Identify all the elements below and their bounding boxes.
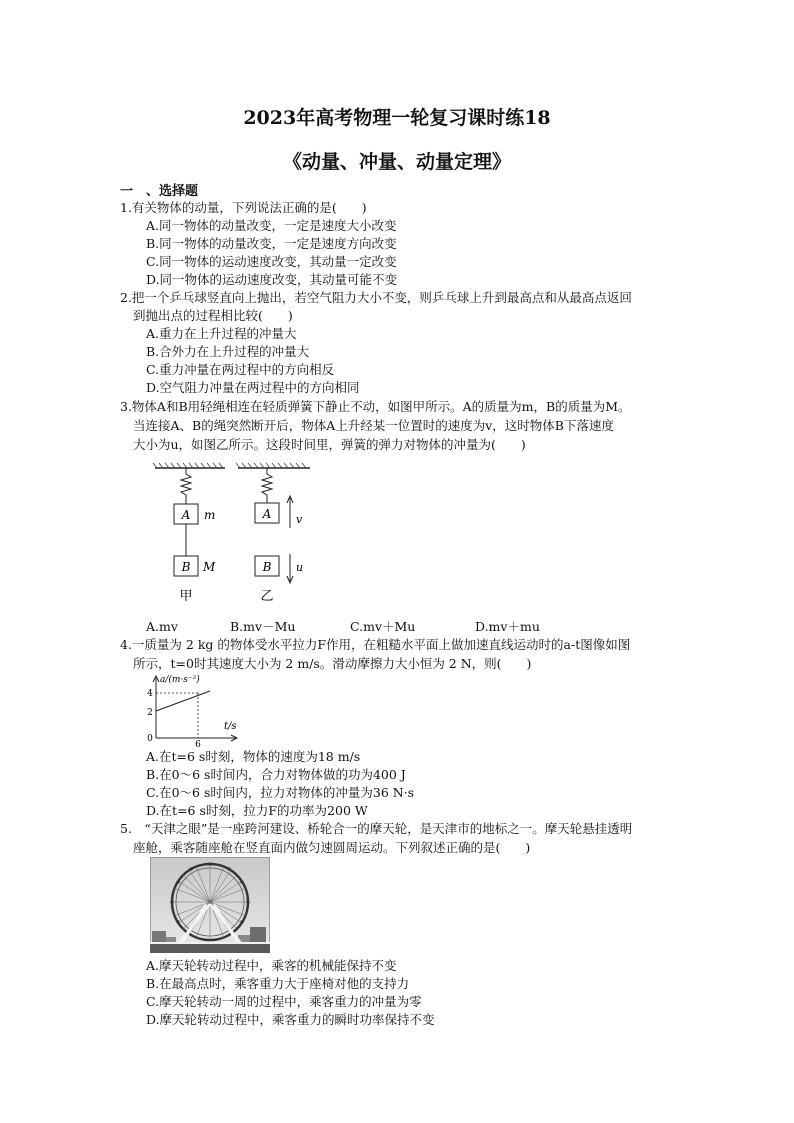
a-t-graph [140, 672, 250, 748]
q1-option-a: A.同一物体的动量改变，一定是速度大小改变 [146, 218, 397, 233]
velocity-v-label: v [296, 513, 303, 526]
q5-option-d: D.摩天轮转动过程中，乘客重力的瞬时功率保持不变 [146, 1012, 435, 1027]
q2-option-b: B.合外力在上升过程的冲量大 [146, 344, 310, 359]
q2-option-a: A.重力在上升过程的冲量大 [146, 326, 297, 341]
block-b-label: B [181, 560, 191, 574]
spring-right [262, 468, 272, 504]
y-tick-2: 2 [147, 708, 153, 718]
mass-big-m-label: M [203, 560, 216, 574]
section-heading: 一 、选择题 [120, 184, 199, 199]
q3-option-b: B.mv－Mu [230, 619, 296, 634]
q3-stem-line1: 3.物体A和B用轻绳相连在轻质弹簧下静止不动，如图甲所示。A的质量为m，B的质量为M。 [120, 399, 631, 414]
q4-stem-line1: 4.一质量为 2 kg 的物体受水平拉力F作用，在粗糙水平面上做加速直线运动时的a-t图像如图 [120, 637, 631, 652]
q1-option-d: D.同一物体的运动速度改变，其动量可能不变 [146, 272, 398, 287]
q4-option-d: D.在t=6 s时刻，拉力F的功率为200 W [146, 803, 368, 818]
caption-jia: 甲 [179, 589, 193, 604]
q2-option-c: C.重力冲量在两过程中的方向相反 [146, 362, 335, 377]
x-tick-6: 6 [195, 740, 201, 748]
page-title: 2023年高考物理一轮复习课时练18 [243, 107, 551, 129]
q4-option-c: C.在0～6 s时间内，拉力对物体的冲量为36 N·s [146, 785, 415, 800]
q1-stem: 1.有关物体的动量，下列说法正确的是( ) [120, 200, 367, 215]
velocity-u-label: u [296, 561, 304, 574]
q3-option-a: A.mv [146, 619, 178, 634]
block-a-label-right: A [262, 507, 272, 521]
mass-m-label: m [204, 508, 216, 522]
block-a-label: A [181, 508, 191, 522]
q2-stem-line1: 2.把一个乒乓球竖直向上抛出，若空气阻力大小不变，则乒乓球上升到最高点和从最高点返回 [120, 290, 632, 305]
a-t-line [156, 691, 210, 711]
spring-left [181, 468, 191, 504]
y-axis-label: a/(m·s⁻²) [160, 675, 200, 685]
block-b-label-right: B [262, 560, 272, 574]
spring-blocks-figure [150, 460, 330, 610]
q4-stem-line2: 所示，t=0时其速度大小为 2 m/s。滑动摩擦力大小恒为 2 N，则( ) [133, 656, 532, 671]
ferris-wheel-photo [150, 857, 270, 953]
q1-option-b: B.同一物体的动量改变，一定是速度方向改变 [146, 236, 397, 251]
q3-stem-line2: 当连接A、B的绳突然断开后，物体A上升经某一位置时的速度为v，这时物体B下落速度 [133, 418, 614, 433]
q5-option-b: B.在最高点时，乘客重力大于座椅对他的支持力 [146, 976, 410, 991]
q4-option-a: A.在t=6 s时刻，物体的速度为18 m/s [146, 749, 361, 764]
q4-option-b: B.在0～6 s时间内，合力对物体做的功为400 J [146, 767, 406, 782]
caption-yi: 乙 [260, 589, 274, 604]
q5-stem-line1: 5. “天津之眼”是一座跨河建设、桥轮合一的摩天轮，是天津市的地标之一。摩天轮悬挂透明 [120, 821, 633, 836]
q5-option-a: A.摩天轮转动过程中，乘客的机械能保持不变 [146, 958, 397, 973]
q5-stem-line2: 座舱，乘客随座舱在竖直面内做匀速圆周运动。下列叙述正确的是( ) [133, 840, 531, 855]
q1-option-c: C.同一物体的运动速度改变，其动量一定改变 [146, 254, 397, 269]
q3-stem-line3: 大小为u，如图乙所示。这段时间里，弹簧的弹力对物体的冲量为( ) [133, 437, 526, 452]
x-axis-label: t/s [224, 721, 237, 732]
ceiling-right [236, 463, 310, 468]
q2-option-d: D.空气阻力冲量在两过程中的方向相同 [146, 380, 360, 395]
y-tick-4: 4 [147, 689, 153, 699]
q3-option-c: C.mv＋Mu [350, 619, 416, 634]
y-tick-0: 0 [147, 734, 153, 744]
q3-option-d: D.mv＋mu [475, 619, 540, 634]
q5-option-c: C.摩天轮转动一周的过程中，乘客重力的冲量为零 [146, 994, 422, 1009]
q2-stem-line2: 到抛出点的过程相比较( ) [133, 308, 293, 323]
page-subtitle: 《动量、冲量、动量定理》 [282, 151, 511, 173]
ceiling-left [153, 463, 225, 468]
